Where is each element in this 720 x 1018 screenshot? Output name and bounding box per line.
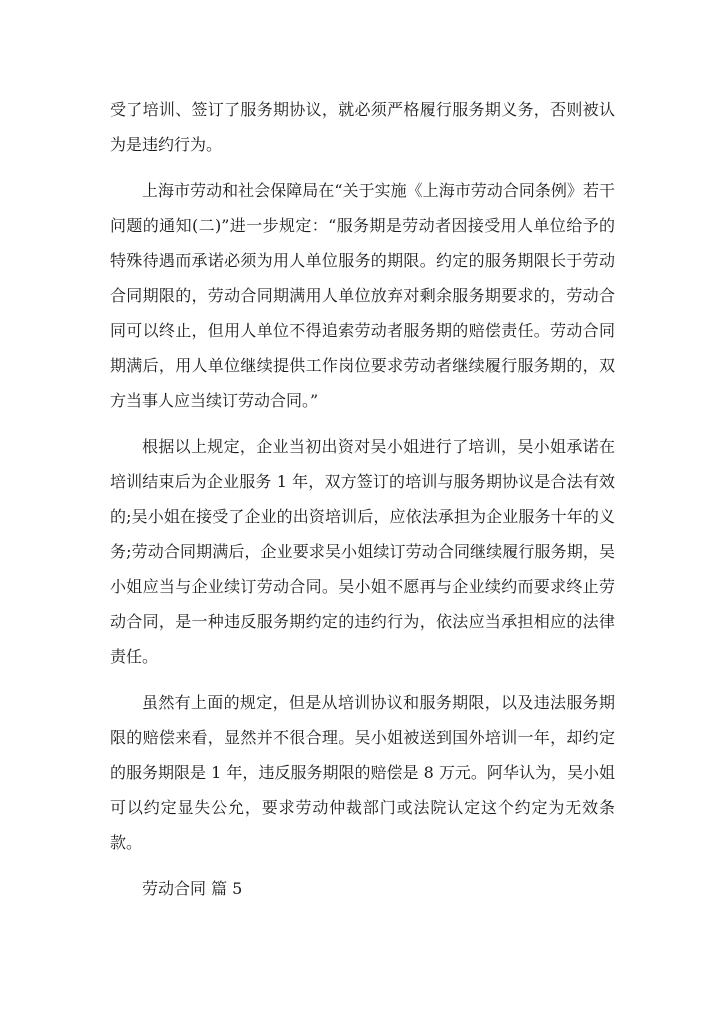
paragraph-1: 受了培训、签订了服务期协议，就必须严格履行服务期义务，否则被认为是违约行为。 [110,100,615,154]
document-body [110,92,615,917]
paragraph-4: 虽然有上面的规定，但是从培训协议和服务期限，以及违法服务期限的赔偿来看，显然并不很合理。吴小姐被送到国外培训一年，却约定的服务期限是 1 年，违反服务期限的赔偿是 8 万元。阿华认为，吴小姐可以约定显失公允，要求劳动仲裁部门或法院认定这个约定为无效条款。 [110,693,615,852]
paragraph-2: 上海市劳动和社会保障局在“关于实施《上海市劳动合同条例》若干问题的通知(二)”进一步规定：“服务期是劳动者因接受用人单位给予的特殊待遇而承诺必须为用人单位服务的期限。约定的服务期限长于劳动合同期限的，劳动合同期满用人单位放弃对剩余服务期要求的，劳动合同可以终止，但用人单位不得追索劳动者服务期的赔偿责任。劳动合同期满后，用人单位继续提供工作岗位要求劳动者继续履行服务期的，双方当事人应当续订劳动合同。” [110,181,615,410]
section-heading: 劳动合同 篇 5 [142,879,243,898]
paragraph-3: 根据以上规定，企业当初出资对吴小姐进行了培训，吴小姐承诺在培训结束后为企业服务 1 年，双方签订的培训与服务期协议是合法有效的;吴小姐在接受了企业的出资培训后，应依法承担为企业服务十年的义务;劳动合同期满后，企业要求吴小姐续订劳动合同继续履行服务期，吴小姐应当与企业续订劳动合同。吴小姐不愿再与企业续约而要求终止劳动合同，是一种违反服务期约定的违约行为，依法应当承担相应的法律责任。 [110,437,615,666]
